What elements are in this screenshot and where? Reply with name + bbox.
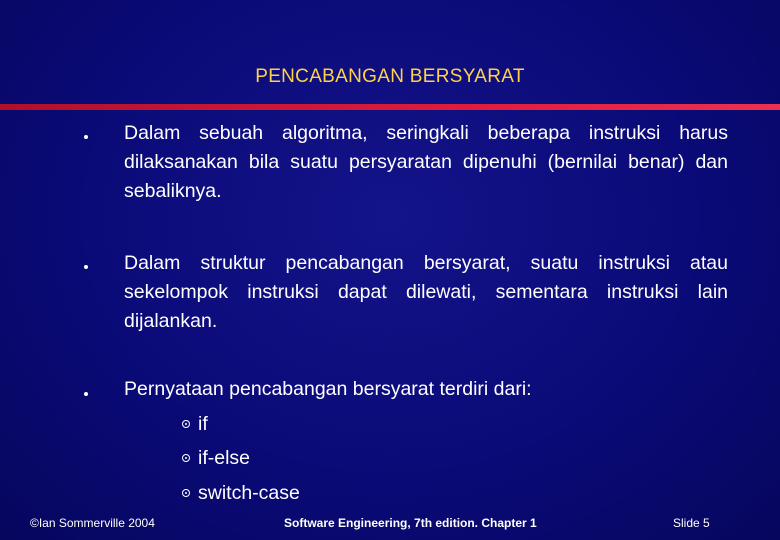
sub-item-label: if xyxy=(198,413,208,435)
bullet-dot xyxy=(84,392,88,396)
sub-item-switch-case xyxy=(182,481,300,505)
sub-item-label: if-else xyxy=(198,447,251,469)
circle-bullet-icon xyxy=(182,454,190,462)
slide-title: PENCABANGAN BERSYARAT xyxy=(255,66,525,87)
sub-item-label: switch-case xyxy=(198,482,300,504)
bullet-text-1: Dalam sebuah algoritma, seringkali beberapa instruksi harus dilaksanakan bila suatu persyaratan dipenuhi (bernilai benar) dan sebaliknya. xyxy=(124,122,728,202)
footer-copyright: ©Ian Sommerville 2004 xyxy=(30,516,155,530)
bullet-text-3: Pernyataan pencabangan bersyarat terdiri dari: xyxy=(124,378,532,400)
bullet-text-2: Dalam struktur pencabangan bersyarat, suatu instruksi atau sekelompok instruksi dapat dilewati, sementara instruksi lain dijalankan. xyxy=(124,252,728,332)
circle-bullet-icon xyxy=(182,420,190,428)
sub-item-if xyxy=(182,412,208,436)
circle-bullet-icon xyxy=(182,489,190,497)
footer-slide-number: Slide 5 xyxy=(673,516,710,530)
bullet-dot xyxy=(84,265,88,269)
bullet-dot xyxy=(84,135,88,139)
title-divider xyxy=(0,104,780,110)
footer-course: Software Engineering, 7th edition. Chapter 1 xyxy=(284,516,537,530)
sub-item-if-else xyxy=(182,446,250,470)
